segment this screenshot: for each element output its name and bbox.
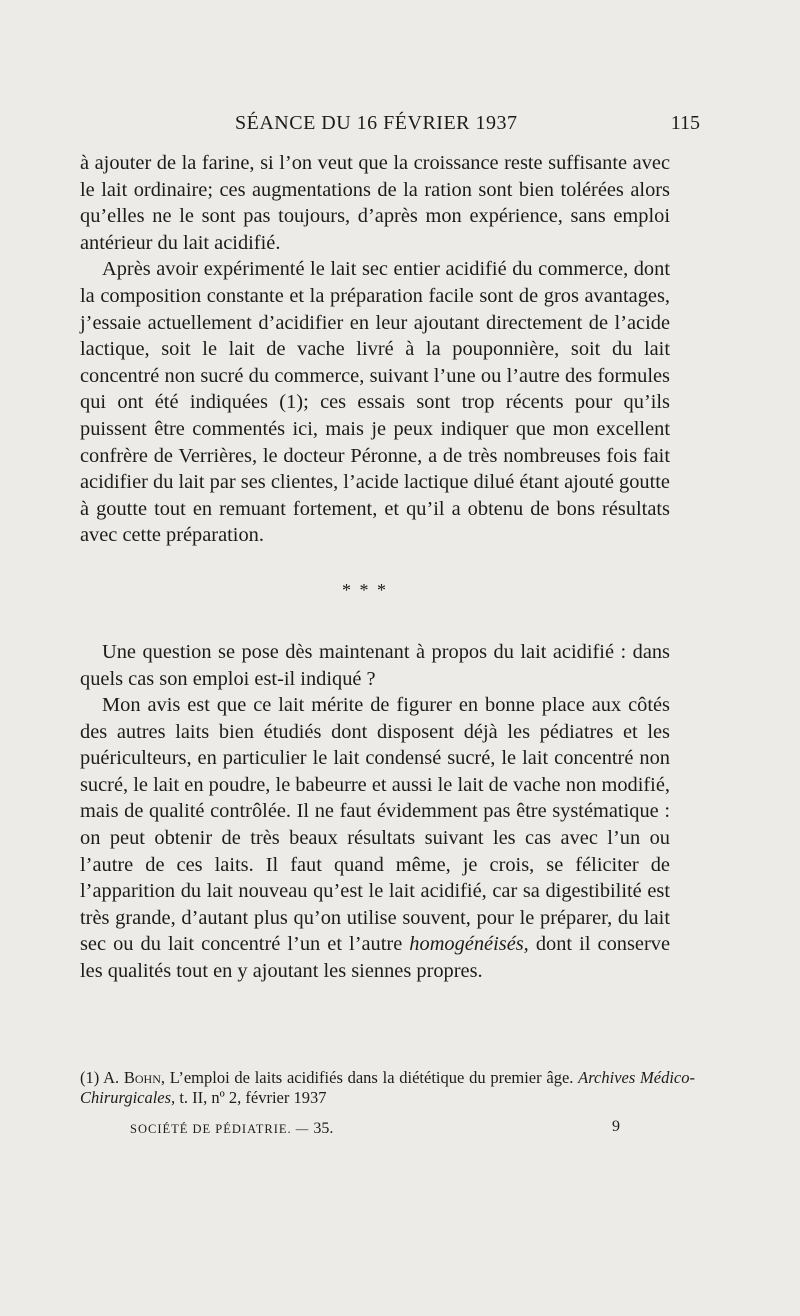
signature-number: 35. xyxy=(313,1120,334,1137)
paragraph-2: Après avoir expérimenté le lait sec entier acidifié du commerce, dont la composition constante et la préparation facile sont de gros avantages, j’essaie actuellement d’acidifier en leur ajoutant directement de l’acide lactique, soit le lait de vache livré à la pouponnière, soit du lait concentré non sucré du commerce, suivant l’une ou l’autre des formules qui ont été indiquées (1); ces essais sont trop récents pour qu’ils puissent être commentés ici, mais je peux indiquer que mon excellent confrère de Verrières, le docteur Péronne, a de très nombreuses fois fait acidifier du lait par ses clientes, l’acide lactique dilué étant ajouté goutte à goutte tout en remuant fortement, et qu’il a obtenu de bons résultats avec cette préparation. xyxy=(80,258,670,547)
paragraph-3: Une question se pose dès maintenant à propos du lait acidifié : dans quels cas son emploi est-il indiqué ? xyxy=(80,640,670,690)
footnote-journal: Archives Médico-Chirurgicales, xyxy=(80,1068,695,1107)
section-break-asterism xyxy=(80,575,670,605)
footnote-author: Bohn xyxy=(123,1068,161,1087)
society-name: SOCIÉTÉ DE PÉDIATRIE. — xyxy=(130,1122,314,1136)
footnote-text-b: t. II, nº 2, février 1937 xyxy=(175,1088,327,1107)
paragraph-4 xyxy=(80,692,670,985)
sheet-number: 9 xyxy=(612,1118,620,1135)
asterism-text: * * * xyxy=(342,579,388,600)
page-number: 115 xyxy=(670,112,700,134)
paragraph-4-part-a: Mon avis est que ce lait mérite de figurer en bonne place aux côtés des autres laits bien étudiés dont disposent déjà les pédiatres et les puériculteurs, en particulier le lait condensé sucré, le lait concentré non sucré, le lait en poudre, le babeurre et aussi le lait de vache non modifié, mais de qualité contrôlée. Il ne faut évidemment pas être systématique : on peut obtenir de très beaux résultats suivant les cas avec l’un ou l’autre de ces laits. Il faut quand même, je crois, se féliciter de l’apparition du lait nouveau qu’est le lait acidifié, car sa digestibilité est très grande, d’autant plus qu’on utilise souvent, pour le préparer, du lait sec ou du lait concentré l’un et l’autre xyxy=(80,694,670,956)
paragraph-4-part-b: dont il conserve les qualités tout en y ajoutant les siennes propres. xyxy=(80,933,670,983)
main-text xyxy=(80,150,670,985)
printer-signature xyxy=(130,1120,620,1138)
footnote-text-a: , L’emploi de laits acidifiés dans la diététique du premier âge. xyxy=(160,1068,579,1087)
running-title: SÉANCE DU 16 FÉVRIER 1937 xyxy=(235,112,518,134)
footnote xyxy=(80,1068,695,1108)
footnote-marker: (1) A. xyxy=(80,1068,124,1087)
running-head xyxy=(80,112,700,142)
paragraph-4-italic: homogénéisés, xyxy=(409,933,529,956)
paragraph-1: à ajouter de la farine, si l’on veut que la croissance reste suffisante avec le lait ordinaire; ces augmentations de la ration sont bien tolérées alors qu’elles ne le sont pas toujours, d’après mon expérience, sans emploi antérieur du lait acidifié. xyxy=(80,152,670,254)
